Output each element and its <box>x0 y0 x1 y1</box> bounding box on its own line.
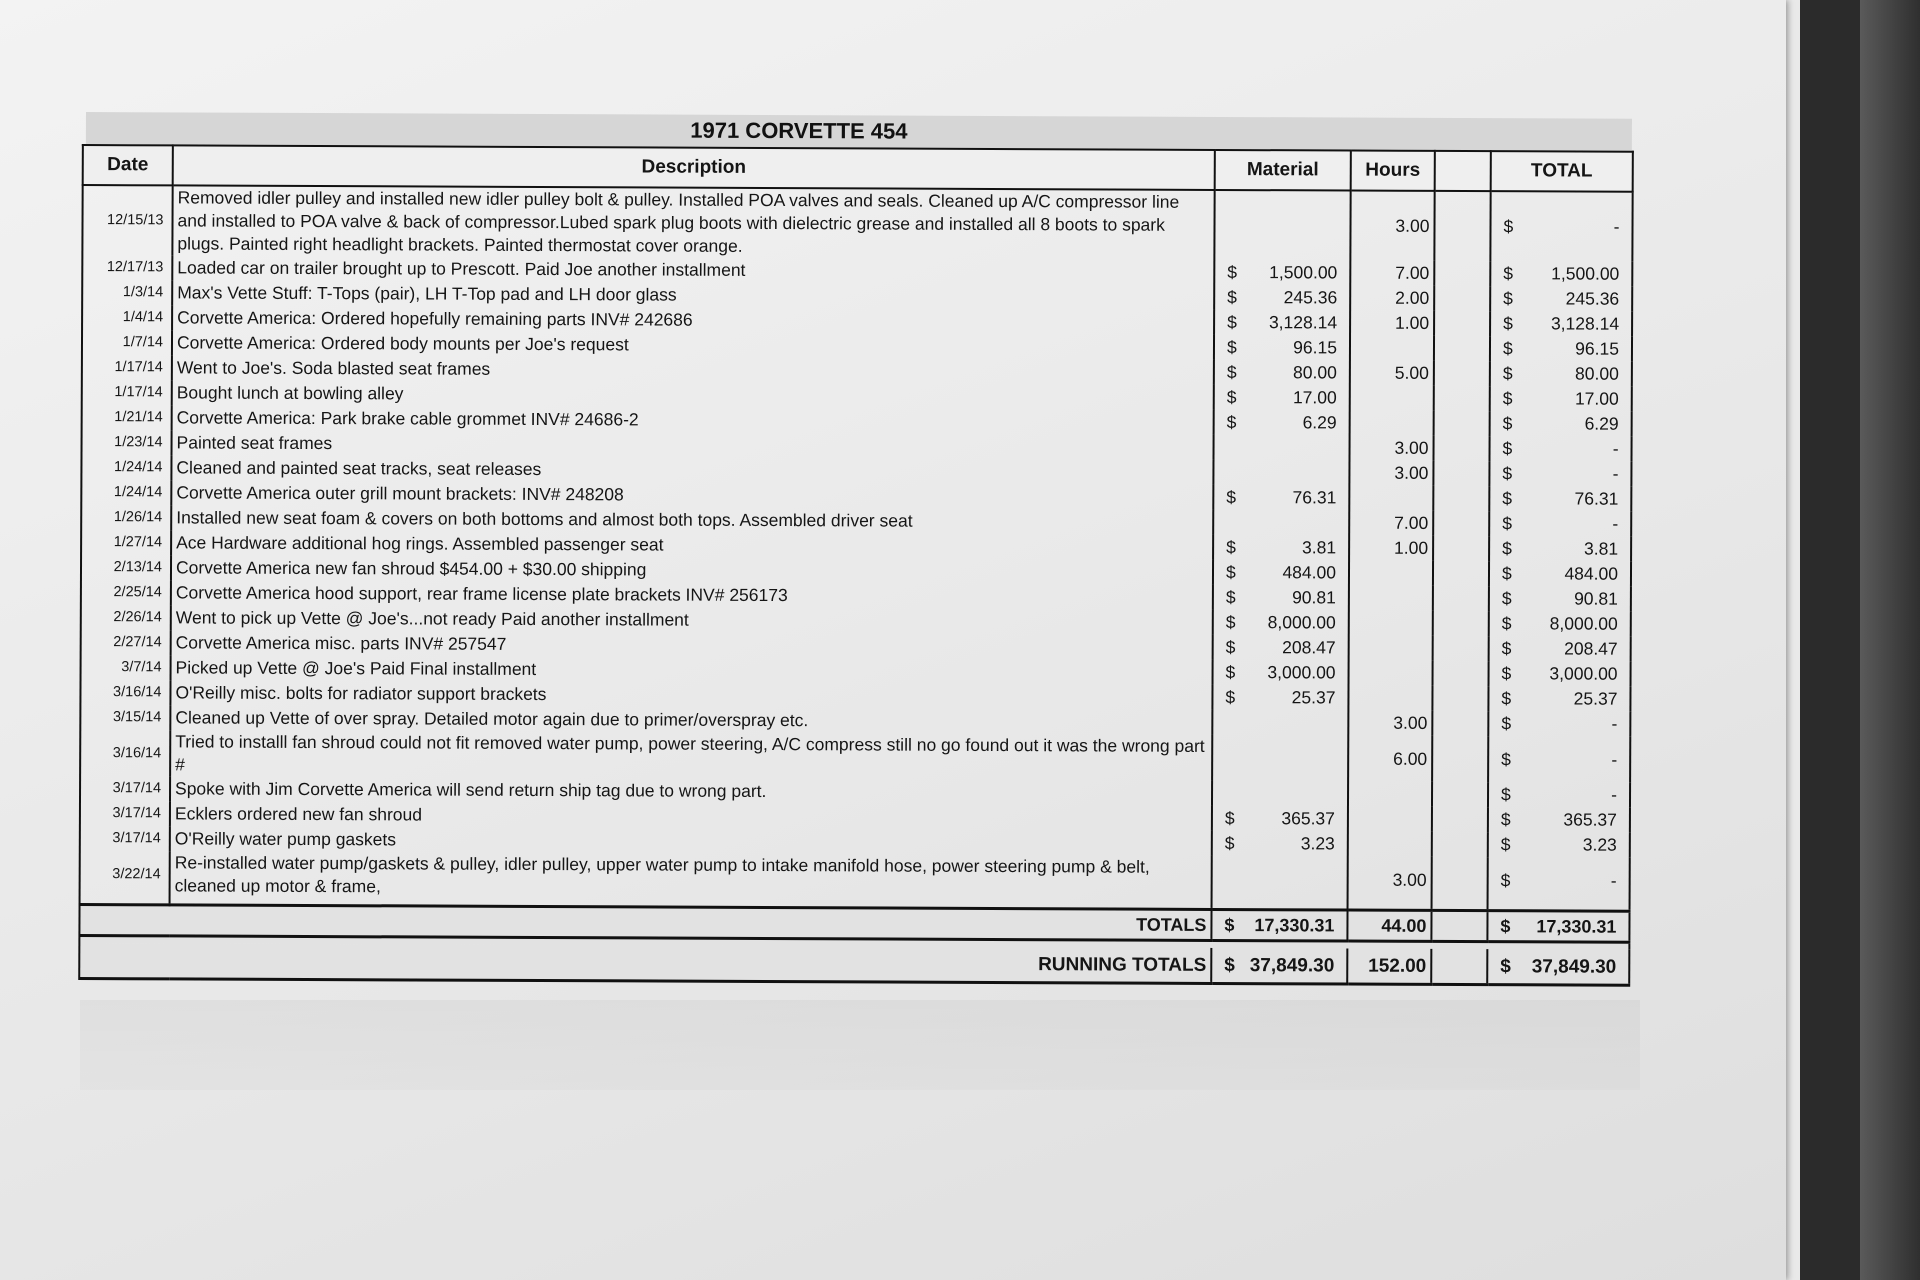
row-total: $ 3,128.14 <box>1490 311 1632 337</box>
row-date: 3/17/14 <box>80 776 170 801</box>
row-blank <box>1432 832 1488 857</box>
running-totals-row <box>79 943 1629 985</box>
row-blank <box>1433 661 1489 686</box>
table-body <box>80 185 1633 911</box>
row-description: Cleaned up Vette of over spray. Detailed motor again due to primer/overspray etc. <box>170 705 1212 735</box>
row-hours <box>1349 636 1433 661</box>
row-description: Corvette America outer grill mount brackets: INV# 248208 <box>171 480 1213 510</box>
row-total: $ 96.15 <box>1490 336 1632 362</box>
row-hours: 3.00 <box>1348 711 1432 736</box>
row-hours <box>1348 686 1432 711</box>
expense-table <box>78 144 1634 987</box>
row-description: Loaded car on trailer brought up to Prescott. Paid Joe another installment <box>172 255 1214 285</box>
row-description: O'Reilly water pump gaskets <box>170 826 1212 856</box>
row-description: Went to pick up Vette @ Joe's...not ready Paid another installment <box>171 605 1213 635</box>
row-description: Installed new seat foam & covers on both bottoms and almost both tops. Assembled driver seat <box>171 505 1213 535</box>
row-description: O'Reilly misc. bolts for radiator support brackets <box>170 680 1212 710</box>
row-hours <box>1350 336 1434 361</box>
row-total: $ - <box>1488 857 1630 911</box>
row-blank <box>1434 286 1490 311</box>
row-total: $ - <box>1490 191 1632 262</box>
row-description: Ace Hardware additional hog rings. Assembled passenger seat <box>171 530 1213 560</box>
row-description: Corvette America: Ordered hopefully remaining parts INV# 242686 <box>172 305 1214 335</box>
row-material <box>1212 781 1348 807</box>
row-material: $ 3,000.00 <box>1213 660 1349 686</box>
col-blank-header <box>1435 151 1491 191</box>
row-date: 1/24/14 <box>81 455 171 480</box>
row-total: $ 208.47 <box>1489 636 1631 662</box>
row-material <box>1214 190 1350 261</box>
running-totals-material: $ 37,849.30 <box>1211 948 1347 984</box>
row-material: $ 76.31 <box>1213 485 1349 511</box>
row-material: $ 3.81 <box>1213 535 1349 561</box>
row-description: Removed idler pulley and installed new idler pulley bolt & pulley. Installed POA valves and seals. Cleaned up A/C compressor line and installed to POA valve & back of compressor.Lubed spark plug boots with dielectric grease and installed all 8 boots to spark plugs. Painted right headlight brackets. Painted thermostat cover orange. <box>172 185 1214 260</box>
background-edge <box>1860 0 1920 1280</box>
row-total: $ - <box>1488 711 1630 737</box>
row-material: $ 90.81 <box>1213 585 1349 611</box>
row-description: Corvette America hood support, rear frame license plate brackets INV# 256173 <box>171 580 1213 610</box>
row-description: Picked up Vette @ Joe's Paid Final installment <box>171 655 1213 685</box>
row-description: Cleaned and painted seat tracks, seat releases <box>171 455 1213 485</box>
row-date: 3/17/14 <box>80 826 170 851</box>
expense-log <box>78 112 1652 987</box>
totals-total: $ 17,330.31 <box>1487 911 1629 943</box>
row-description: Went to Joe's. Soda blasted seat frames <box>172 355 1214 385</box>
bleed-through-shadow <box>80 1000 1640 1090</box>
row-material: $ 1,500.00 <box>1214 260 1350 286</box>
row-blank <box>1434 411 1490 436</box>
row-blank <box>1433 561 1489 586</box>
row-date: 3/16/14 <box>80 730 170 776</box>
row-date: 2/26/14 <box>81 605 171 630</box>
row-description: Max's Vette Stuff: T-Tops (pair), LH T-Top pad and LH door glass <box>172 280 1214 310</box>
row-date: 12/15/13 <box>82 185 172 255</box>
row-blank <box>1433 536 1489 561</box>
row-total: $ 245.36 <box>1490 286 1632 312</box>
row-total: $ - <box>1489 511 1631 537</box>
row-hours: 7.00 <box>1350 261 1434 286</box>
row-date: 1/21/14 <box>82 405 172 430</box>
row-hours <box>1348 807 1432 832</box>
row-description: Ecklers ordered new fan shroud <box>170 801 1212 831</box>
row-date: 3/15/14 <box>80 705 170 730</box>
row-total: $ 25.37 <box>1488 686 1630 712</box>
row-material: $ 6.29 <box>1214 410 1350 436</box>
row-blank <box>1432 686 1488 711</box>
row-material: $ 17.00 <box>1214 385 1350 411</box>
row-material: $ 208.47 <box>1213 635 1349 661</box>
row-date: 1/4/14 <box>82 305 172 330</box>
row-hours: 1.00 <box>1349 536 1433 561</box>
row-blank <box>1432 857 1488 911</box>
row-blank <box>1432 807 1488 832</box>
row-description: Bought lunch at bowling alley <box>172 380 1214 410</box>
row-material <box>1212 735 1348 782</box>
row-hours <box>1349 661 1433 686</box>
row-blank <box>1433 461 1489 486</box>
row-blank <box>1432 736 1488 782</box>
row-material: $ 3,128.14 <box>1214 310 1350 336</box>
row-date: 1/26/14 <box>81 505 171 530</box>
row-material: $ 245.36 <box>1214 285 1350 311</box>
row-date: 1/27/14 <box>81 530 171 555</box>
row-hours: 6.00 <box>1348 736 1432 782</box>
running-totals-total: $ 37,849.30 <box>1487 949 1629 985</box>
col-material-header: Material <box>1215 150 1351 191</box>
row-date: 3/16/14 <box>80 680 170 705</box>
row-hours <box>1349 561 1433 586</box>
totals-hours: 44.00 <box>1347 910 1431 941</box>
running-totals-hours: 152.00 <box>1347 949 1431 985</box>
row-hours <box>1349 486 1433 511</box>
row-material <box>1213 435 1349 461</box>
col-hours-header: Hours <box>1351 151 1435 191</box>
row-blank <box>1433 636 1489 661</box>
row-description: Corvette America: Park brake cable grommet INV# 24686-2 <box>172 405 1214 435</box>
row-material: $ 25.37 <box>1212 685 1348 711</box>
row-hours: 3.00 <box>1349 461 1433 486</box>
row-total: $ - <box>1488 782 1630 808</box>
row-total: $ - <box>1488 736 1630 783</box>
row-hours <box>1349 586 1433 611</box>
row-total: $ 17.00 <box>1490 386 1632 412</box>
row-date: 1/24/14 <box>81 480 171 505</box>
row-date: 2/27/14 <box>81 630 171 655</box>
row-blank <box>1434 361 1490 386</box>
row-hours: 3.00 <box>1348 857 1432 911</box>
row-hours <box>1350 386 1434 411</box>
row-date: 3/22/14 <box>80 851 170 905</box>
row-blank <box>1433 486 1489 511</box>
row-description: Corvette America new fan shroud $454.00 + $30.00 shipping <box>171 555 1213 585</box>
row-description: Painted seat frames <box>172 430 1214 460</box>
row-hours: 2.00 <box>1350 286 1434 311</box>
row-total: $ 484.00 <box>1489 561 1631 587</box>
row-blank <box>1434 191 1490 261</box>
row-date: 2/25/14 <box>81 580 171 605</box>
row-date: 1/23/14 <box>82 430 172 455</box>
row-material: $ 484.00 <box>1213 560 1349 586</box>
document-title: 1971 CORVETTE 454 <box>690 117 908 144</box>
row-blank <box>1434 261 1490 286</box>
row-total: $ - <box>1489 436 1631 462</box>
row-hours: 5.00 <box>1350 361 1434 386</box>
row-hours: 1.00 <box>1350 311 1434 336</box>
row-description: Corvette America misc. parts INV# 257547 <box>171 630 1213 660</box>
row-hours: 3.00 <box>1349 436 1433 461</box>
row-total: $ 8,000.00 <box>1489 611 1631 637</box>
row-hours <box>1348 832 1432 857</box>
row-material <box>1213 460 1349 486</box>
row-total: $ 3.23 <box>1488 832 1630 858</box>
row-total: $ 6.29 <box>1490 411 1632 437</box>
row-material: $ 96.15 <box>1214 335 1350 361</box>
row-date: 1/17/14 <box>82 355 172 380</box>
row-total: $ 90.81 <box>1489 586 1631 612</box>
table-row <box>80 730 1630 783</box>
row-total: $ 3.81 <box>1489 536 1631 562</box>
row-date: 1/7/14 <box>82 330 172 355</box>
row-blank <box>1434 311 1490 336</box>
row-material: $ 8,000.00 <box>1213 610 1349 636</box>
row-date: 1/17/14 <box>82 380 172 405</box>
header-row <box>83 145 1633 192</box>
row-material: $ 80.00 <box>1214 360 1350 386</box>
row-hours: 7.00 <box>1349 511 1433 536</box>
row-date: 12/17/13 <box>82 255 172 280</box>
row-blank <box>1433 586 1489 611</box>
row-date: 1/3/14 <box>82 280 172 305</box>
row-total: $ 1,500.00 <box>1490 261 1632 287</box>
table-row <box>82 185 1632 262</box>
col-total-header: TOTAL <box>1491 151 1633 192</box>
row-blank <box>1433 611 1489 636</box>
row-blank <box>1433 511 1489 536</box>
row-material <box>1213 510 1349 536</box>
row-description: Tried to installl fan shroud could not fit removed water pump, power steering, A/C compress still no go found out it was the wrong part # <box>170 730 1212 781</box>
row-total: $ 80.00 <box>1490 361 1632 387</box>
row-total: $ - <box>1489 461 1631 487</box>
row-description: Spoke with Jim Corvette America will send return ship tag due to wrong part. <box>170 776 1212 806</box>
row-hours <box>1348 782 1432 807</box>
row-total: $ 76.31 <box>1489 486 1631 512</box>
row-hours <box>1349 611 1433 636</box>
row-hours <box>1350 411 1434 436</box>
row-total: $ 3,000.00 <box>1489 661 1631 687</box>
row-total: $ 365.37 <box>1488 807 1630 833</box>
totals-label: TOTALS <box>79 904 1211 940</box>
row-date: 3/17/14 <box>80 801 170 826</box>
col-date-header: Date <box>83 145 173 185</box>
row-description: Re-installed water pump/gaskets & pulley, idler pulley, upper water pump to intake manifold hose, power steering pump & belt, cleaned up motor & frame, <box>170 851 1212 909</box>
row-blank <box>1434 386 1490 411</box>
table-row <box>80 851 1630 911</box>
row-blank <box>1434 336 1490 361</box>
row-description: Corvette America: Ordered body mounts per Joe's request <box>172 330 1214 360</box>
col-description-header: Description <box>173 145 1215 190</box>
row-date: 2/13/14 <box>81 555 171 580</box>
row-material <box>1212 710 1348 736</box>
row-material: $ 365.37 <box>1212 806 1348 832</box>
row-material <box>1212 856 1348 910</box>
row-blank <box>1433 436 1489 461</box>
row-blank <box>1432 711 1488 736</box>
totals-material: $ 17,330.31 <box>1211 909 1347 941</box>
row-blank <box>1432 782 1488 807</box>
row-date: 3/7/14 <box>81 655 171 680</box>
running-totals-label: RUNNING TOTALS <box>79 943 1211 983</box>
row-material: $ 3.23 <box>1212 831 1348 857</box>
row-hours: 3.00 <box>1350 191 1434 261</box>
